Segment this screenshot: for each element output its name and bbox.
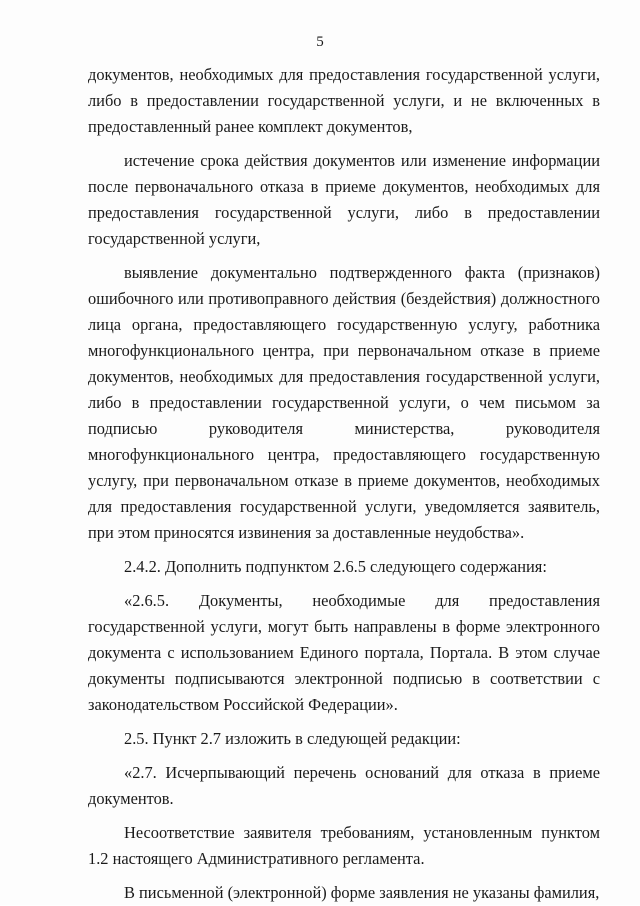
paragraph-1: документов, необходимых для предоставления государственной услуги, либо в предоставлении государственной услуги, и не включенных в предоставленный ранее комплект документов, xyxy=(88,65,600,136)
paragraph-4: 2.4.2. Дополнить подпунктом 2.6.5 следующего содержания: xyxy=(124,557,547,576)
page-number: 5 xyxy=(316,34,324,50)
document-body xyxy=(88,62,600,906)
paragraph-6: 2.5. Пункт 2.7 изложить в следующей редакции: xyxy=(124,729,461,748)
paragraph-8: Несоответствие заявителя требованиям, установленным пунктом 1.2 настоящего Административного регламента. xyxy=(88,823,600,868)
paragraph-7: «2.7. Исчерпывающий перечень оснований для отказа в приеме документов. xyxy=(88,763,600,808)
paragraph-3: выявление документально подтвержденного факта (признаков) ошибочного или противоправного действия (бездействия) должностного лица органа, предоставляющего государственную услугу, работника многофункционального центра, при первоначальном отказе в приеме документов, необходимых для предоставления государственной услуги, либо в предоставлении государственной услуги, о чем письмом за подписью руководителя министерства, руководителя многофункционального центра, предоставляющего государственную услугу, при первоначальном отказе в приеме документов, необходимых для предоставления государственной услуги, уведомляется заявитель, при этом приносятся извинения за доставленные неудобства». xyxy=(88,263,600,542)
paragraph-2: истечение срока действия документов или изменение информации после первоначального отказа в приеме документов, необходимых для предоставления государственной услуги, либо в предоставлении государственной услуги, xyxy=(88,151,600,248)
paragraph-5: «2.6.5. Документы, необходимые для предоставления государственной услуги, могут быть направлены в форме электронного документа с использованием Единого портала, Портала. В этом случае документы подписываются электронной подписью в соответствии с законодательством Российской Федерации». xyxy=(88,591,600,714)
paragraph-9: В письменной (электронной) форме заявления не указаны фамилия, xyxy=(124,883,600,902)
